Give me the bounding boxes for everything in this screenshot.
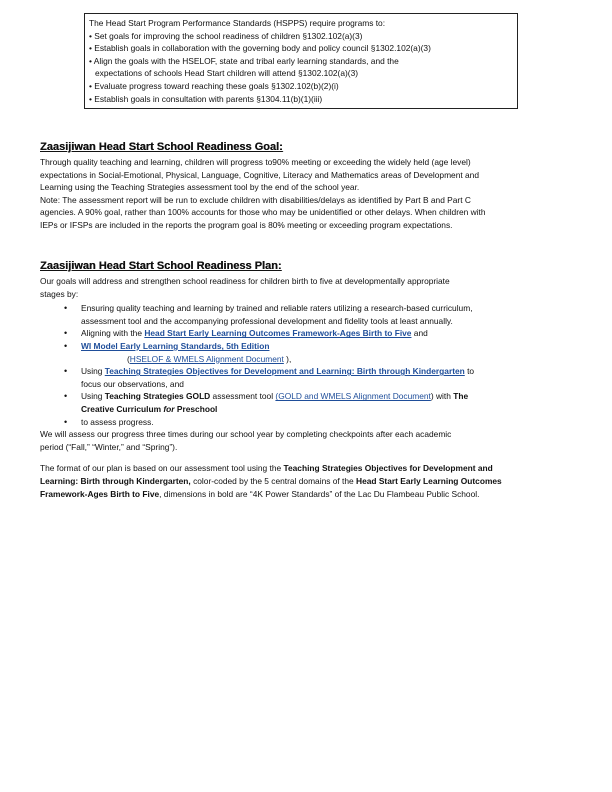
plan-item-text: focus our observations, and: [81, 378, 184, 389]
goal-line: Through quality teaching and learning, children will progress to90% meeting or exceeding the widely held (age level): [40, 157, 471, 167]
hspps-item: • Establish goals in consultation with parents §1304.11(b)(1)(iii): [89, 93, 323, 104]
format-bold: Head Start Early Learning Outcomes: [356, 475, 502, 486]
goal-paragraph: [40, 156, 585, 232]
plan-item-text: Aligning with the: [81, 328, 145, 339]
plan-item-text: Using: [81, 391, 105, 402]
hspps-item-continued: expectations of schools Head Start children will attend §1302.102(a)(3): [95, 68, 359, 79]
plan-list-item: [40, 416, 585, 429]
hspps-requirements-box: [84, 13, 518, 109]
plan-heading: [40, 259, 585, 273]
plan-item-text: to assess progress.: [81, 416, 154, 427]
format-bold: Framework-Ages Birth to Five: [40, 488, 160, 499]
sub-close: ),: [283, 353, 292, 364]
checkpoints-line: period (“Fall,” “Winter,” and “Spring”).: [40, 441, 178, 452]
plan-intro-line: Our goals will address and strengthen school readiness for children birth to five at developmentally appropriate: [40, 276, 450, 286]
format-paragraph: [40, 462, 585, 500]
plan-heading-colon: :: [277, 260, 282, 272]
note-line: agencies. A 90% goal, rather than 100% accounts for those who may be unidentified or other delays. When children with: [40, 207, 486, 218]
ts-objectives-link[interactable]: Teaching Strategies Objectives for Development and Learning: Birth through Kindergarten: [104, 366, 465, 377]
readiness-goal-section: [40, 140, 585, 232]
hselof-wmels-alignment-link[interactable]: HSELOF & WMELS Alignment Document: [129, 353, 284, 364]
plan-intro-line: stages by:: [40, 288, 79, 299]
readiness-plan-section: [40, 259, 585, 500]
goal-line: Learning using the Teaching Strategies assessment tool by the end of the school year.: [40, 182, 360, 193]
checkpoints-line: We will assess our progress three times during our school year by completing checkpoints after each academic: [40, 429, 452, 440]
plan-list-subitem: [40, 353, 585, 366]
format-text: color-coded by the 5 central domains of the: [190, 475, 357, 486]
format-text: , dimensions in bold are “4K Power Standards” of the Lac Du Flambeau Public School.: [159, 488, 480, 499]
ts-gold-bold: Teaching Strategies GOLD: [104, 391, 211, 402]
hspps-item: • Evaluate progress toward reaching these goals §1302.102(b)(2)(i): [89, 80, 339, 91]
preschool-bold: Preschool: [174, 403, 218, 414]
format-text: The format of our plan is based on our assessment tool using the: [40, 463, 284, 474]
goal-line: expectations in Social-Emotional, Physical, Language, Cognitive, Literacy and Mathematics areas of Development and: [40, 169, 480, 180]
plan-list-item: [40, 390, 585, 415]
plan-item-text: Ensuring quality teaching and learning by trained and reliable raters utilizing a research-based curriculum,: [81, 303, 473, 314]
for-italic: for: [163, 403, 175, 414]
note-line: Note: The assessment report will be run to exclude children with disabilities/delays as identified by Part B and Part C: [40, 194, 471, 205]
plan-item-text: with: [433, 391, 454, 402]
checkpoints-paragraph: [40, 428, 585, 453]
plan-item-text: assessment tool: [210, 391, 276, 402]
plan-item-text: Using: [81, 366, 105, 377]
plan-item-text: assessment tool and the accompanying professional development and fidelity tools at least annually.: [81, 315, 453, 326]
hspps-item: • Establish goals in collaboration with the governing body and policy council §1302.102(a)(3): [89, 43, 431, 54]
plan-item-text: ): [430, 391, 434, 402]
plan-list-item: [40, 365, 585, 390]
note-line: IEPs or IFSPs are included in the reports the program goal is 80% meeting or exceeding program expectations.: [40, 219, 453, 230]
goal-heading-colon: :: [279, 141, 283, 153]
creative-curriculum-bold: Creative Curriculum: [81, 403, 164, 414]
creative-curriculum-bold: The: [453, 391, 469, 402]
gold-wmels-alignment-link[interactable]: (GOLD and WMELS Alignment Document: [275, 391, 431, 402]
goal-heading: [40, 140, 585, 154]
plan-intro: [40, 275, 585, 300]
plan-list-item: [40, 340, 585, 353]
sub-open: (: [127, 353, 130, 364]
plan-list: [40, 302, 585, 428]
hspps-intro: The Head Start Program Performance Standards (HSPPS) require programs to:: [89, 18, 386, 28]
plan-item-text: and: [411, 328, 428, 339]
wmels-link[interactable]: WI Model Early Learning Standards, 5th Edition: [81, 340, 270, 351]
plan-list-item: [40, 302, 585, 327]
plan-item-text: to: [464, 366, 475, 377]
hspps-item: • Align the goals with the HSELOF, state and tribal early learning standards, and the: [89, 55, 399, 66]
format-bold: Learning: Birth through Kindergarten,: [40, 475, 191, 486]
hselof-link[interactable]: Head Start Early Learning Outcomes Framework-Ages Birth to Five: [144, 328, 412, 339]
hspps-item: • Set goals for improving the school readiness of children §1302.102(a)(3): [89, 30, 363, 41]
goal-heading-text: Zaasijiwan Head Start School Readiness Goal: [40, 141, 280, 153]
plan-list-item: [40, 327, 585, 340]
plan-heading-text: Zaasijiwan Head Start School Readiness Plan: [40, 260, 278, 272]
format-bold: Teaching Strategies Objectives for Development and: [283, 463, 493, 474]
